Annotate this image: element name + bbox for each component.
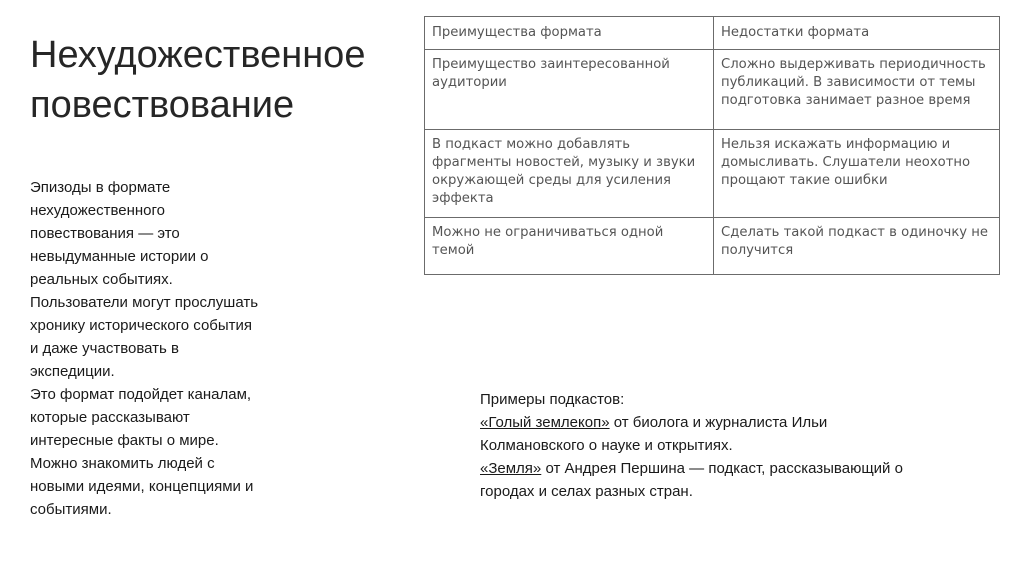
description-line: интересные факты о мире.	[30, 432, 219, 449]
description-line: повествования — это	[30, 225, 180, 242]
table-row	[425, 50, 1000, 130]
slide-title-line-1: Нехудожественное	[30, 34, 366, 76]
table-header-row	[425, 17, 1000, 50]
description-line: хронику исторического события	[30, 317, 253, 334]
description-line: Можно знакомить людей с	[30, 455, 215, 472]
description-line: нехудожественного	[30, 202, 166, 219]
description-line: Эпизоды в формате	[30, 179, 171, 196]
table-cell-con: Сложно выдерживать периодичность публикаций. В зависимости от темы подготовка занимает разное время	[714, 50, 1000, 130]
example-item-1	[480, 411, 1000, 434]
table-cell-con: Сделать такой подкаст в одиночку не получится	[714, 218, 1000, 275]
description-line: и даже участвовать в	[30, 340, 179, 357]
table-cell-pro: В подкаст можно добавлять фрагменты новостей, музыку и звуки окружающей среды для усиления эффекта	[425, 130, 714, 218]
description-text	[30, 176, 320, 521]
slide-title-line-2: повествование	[30, 84, 295, 126]
example-link-golyi-zemlekop[interactable]: «Голый землекоп»	[480, 414, 610, 431]
table-cell-con: Нельзя искажать информацию и домысливать. Слушатели неохотно прощают такие ошибки	[714, 130, 1000, 218]
table-cell-pro: Можно не ограничиваться одной темой	[425, 218, 714, 275]
examples-heading: Примеры подкастов:	[480, 391, 625, 408]
example-item-2-text: от Андрея Першина — подкаст, рассказывающий о	[541, 460, 903, 477]
table-row	[425, 130, 1000, 218]
example-item-2-line-2: городах и селах разных стран.	[480, 483, 693, 500]
header-cons: Недостатки формата	[714, 17, 1000, 50]
example-item-1-line-2: Колмановского о науке и открытиях.	[480, 437, 733, 454]
description-line: реальных событиях.	[30, 271, 173, 288]
example-item-1-text: от биолога и журналиста Ильи	[609, 414, 828, 431]
example-item-2	[480, 457, 1000, 480]
description-line: экспедиции.	[30, 363, 115, 380]
slide-title	[30, 30, 420, 130]
description-line: новыми идеями, концепциями и	[30, 478, 254, 495]
podcast-examples	[480, 388, 1000, 503]
description-line: которые рассказывают	[30, 409, 190, 426]
header-pros: Преимущества формата	[425, 17, 714, 50]
table-cell-pro: Преимущество заинтересованной аудитории	[425, 50, 714, 130]
example-link-zemlya[interactable]: «Земля»	[480, 460, 542, 477]
table-row	[425, 218, 1000, 275]
description-line: невыдуманные истории о	[30, 248, 209, 265]
description-line: Это формат подойдет каналам,	[30, 386, 252, 403]
description-line: Пользователи могут прослушать	[30, 294, 259, 311]
description-line: событиями.	[30, 501, 112, 518]
pros-cons-table	[424, 16, 1000, 275]
